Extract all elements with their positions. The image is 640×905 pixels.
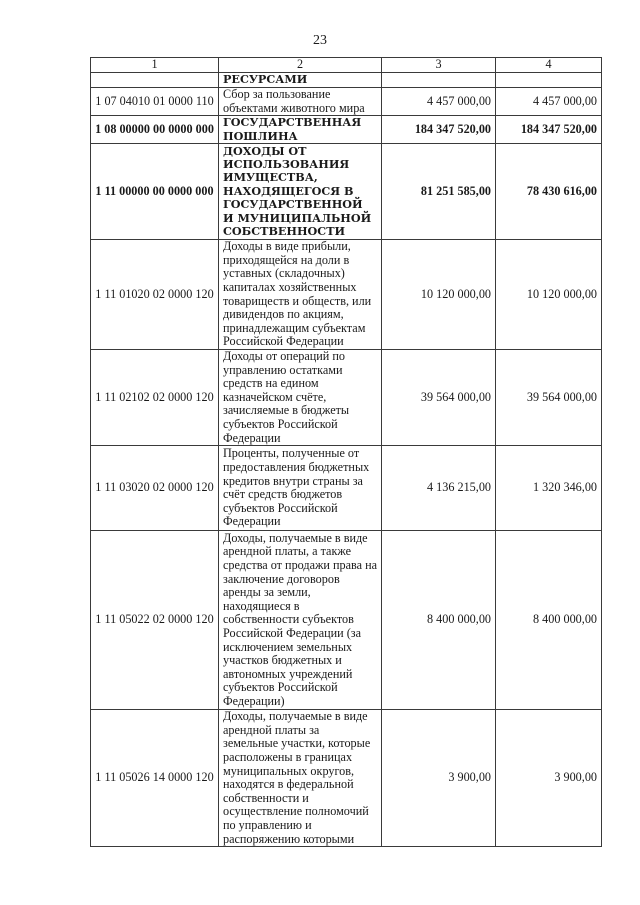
budget-code: 1 11 05026 14 0000 120: [91, 710, 219, 847]
header-col-3: 3: [382, 58, 496, 73]
amount-col3: 39 564 000,00: [382, 350, 496, 446]
revenue-name: Доходы, получаемые в виде арендной платы за земельные участки, которые расположены в границах муниципальных округов, находятся в федеральной собственности и осуществление полномочий по управлению и распоряжению которыми: [219, 710, 382, 847]
table-row: [91, 144, 602, 240]
table-row: [91, 710, 602, 847]
amount-col4: 8 400 000,00: [496, 531, 602, 710]
table-row: [91, 88, 602, 116]
amount-col3: 8 400 000,00: [382, 531, 496, 710]
table-row: [91, 116, 602, 144]
revenue-name: ДОХОДЫ ОТ ИСПОЛЬЗОВАНИЯ ИМУЩЕСТВА, НАХОДЯЩЕГОСЯ В ГОСУДАРСТВЕННОЙ И МУНИЦИПАЛЬНОЙ СОБСТВЕННОСТИ: [219, 144, 382, 240]
amount-col3: 3 900,00: [382, 710, 496, 847]
budget-code: 1 11 00000 00 0000 000: [91, 144, 219, 240]
table-row: [91, 531, 602, 710]
budget-code: 1 11 03020 02 0000 120: [91, 446, 219, 531]
table-row: [91, 446, 602, 531]
header-col-4: 4: [496, 58, 602, 73]
revenue-name: Доходы в виде прибыли, приходящейся на доли в уставных (складочных) капиталах хозяйственных товариществ и обществ, или дивидендов по акциям, принадлежащим субъектам Российской Федерации: [219, 240, 382, 350]
amount-col3: 4 457 000,00: [382, 88, 496, 116]
revenue-name: Доходы, получаемые в виде арендной платы, а также средства от продажи права на заключение договоров аренды за земли, находящиеся в собственности субъектов Российской Федерации (за исключением земельных участков бюджетных и автономных учреждений субъектов Российской Федерации): [219, 531, 382, 710]
amount-col3: 10 120 000,00: [382, 240, 496, 350]
table-header-row: [91, 58, 602, 73]
revenue-name: Доходы от операций по управлению остатками средств на едином казначейском счёте, зачисляемые в бюджеты субъектов Российской Федерации: [219, 350, 382, 446]
amount-col4: 39 564 000,00: [496, 350, 602, 446]
amount-col4: 184 347 520,00: [496, 116, 602, 144]
amount-col3: 81 251 585,00: [382, 144, 496, 240]
revenue-name: Проценты, полученные от предоставления бюджетных кредитов внутри страны за счёт средств бюджетов субъектов Российской Федерации: [219, 446, 382, 531]
revenue-name: РЕСУРСАМИ: [219, 73, 382, 88]
table-row: [91, 73, 602, 88]
amount-col4: 10 120 000,00: [496, 240, 602, 350]
header-col-2: 2: [219, 58, 382, 73]
amount-col4: [496, 73, 602, 88]
amount-col3: 4 136 215,00: [382, 446, 496, 531]
amount-col3: [382, 73, 496, 88]
table-row: [91, 240, 602, 350]
amount-col3: 184 347 520,00: [382, 116, 496, 144]
amount-col4: 3 900,00: [496, 710, 602, 847]
budget-code: 1 08 00000 00 0000 000: [91, 116, 219, 144]
amount-col4: 4 457 000,00: [496, 88, 602, 116]
budget-code: 1 11 05022 02 0000 120: [91, 531, 219, 710]
page-number: 23: [313, 33, 327, 48]
budget-code: 1 11 02102 02 0000 120: [91, 350, 219, 446]
revenue-name: ГОСУДАРСТВЕННАЯ ПОШЛИНА: [219, 116, 382, 144]
header-col-1: 1: [91, 58, 219, 73]
amount-col4: 1 320 346,00: [496, 446, 602, 531]
revenue-name: Сбор за пользование объектами животного мира: [219, 88, 382, 116]
revenue-table: [90, 57, 602, 847]
budget-code: 1 07 04010 01 0000 110: [91, 88, 219, 116]
budget-code: [91, 73, 219, 88]
amount-col4: 78 430 616,00: [496, 144, 602, 240]
budget-code: 1 11 01020 02 0000 120: [91, 240, 219, 350]
table-row: [91, 350, 602, 446]
